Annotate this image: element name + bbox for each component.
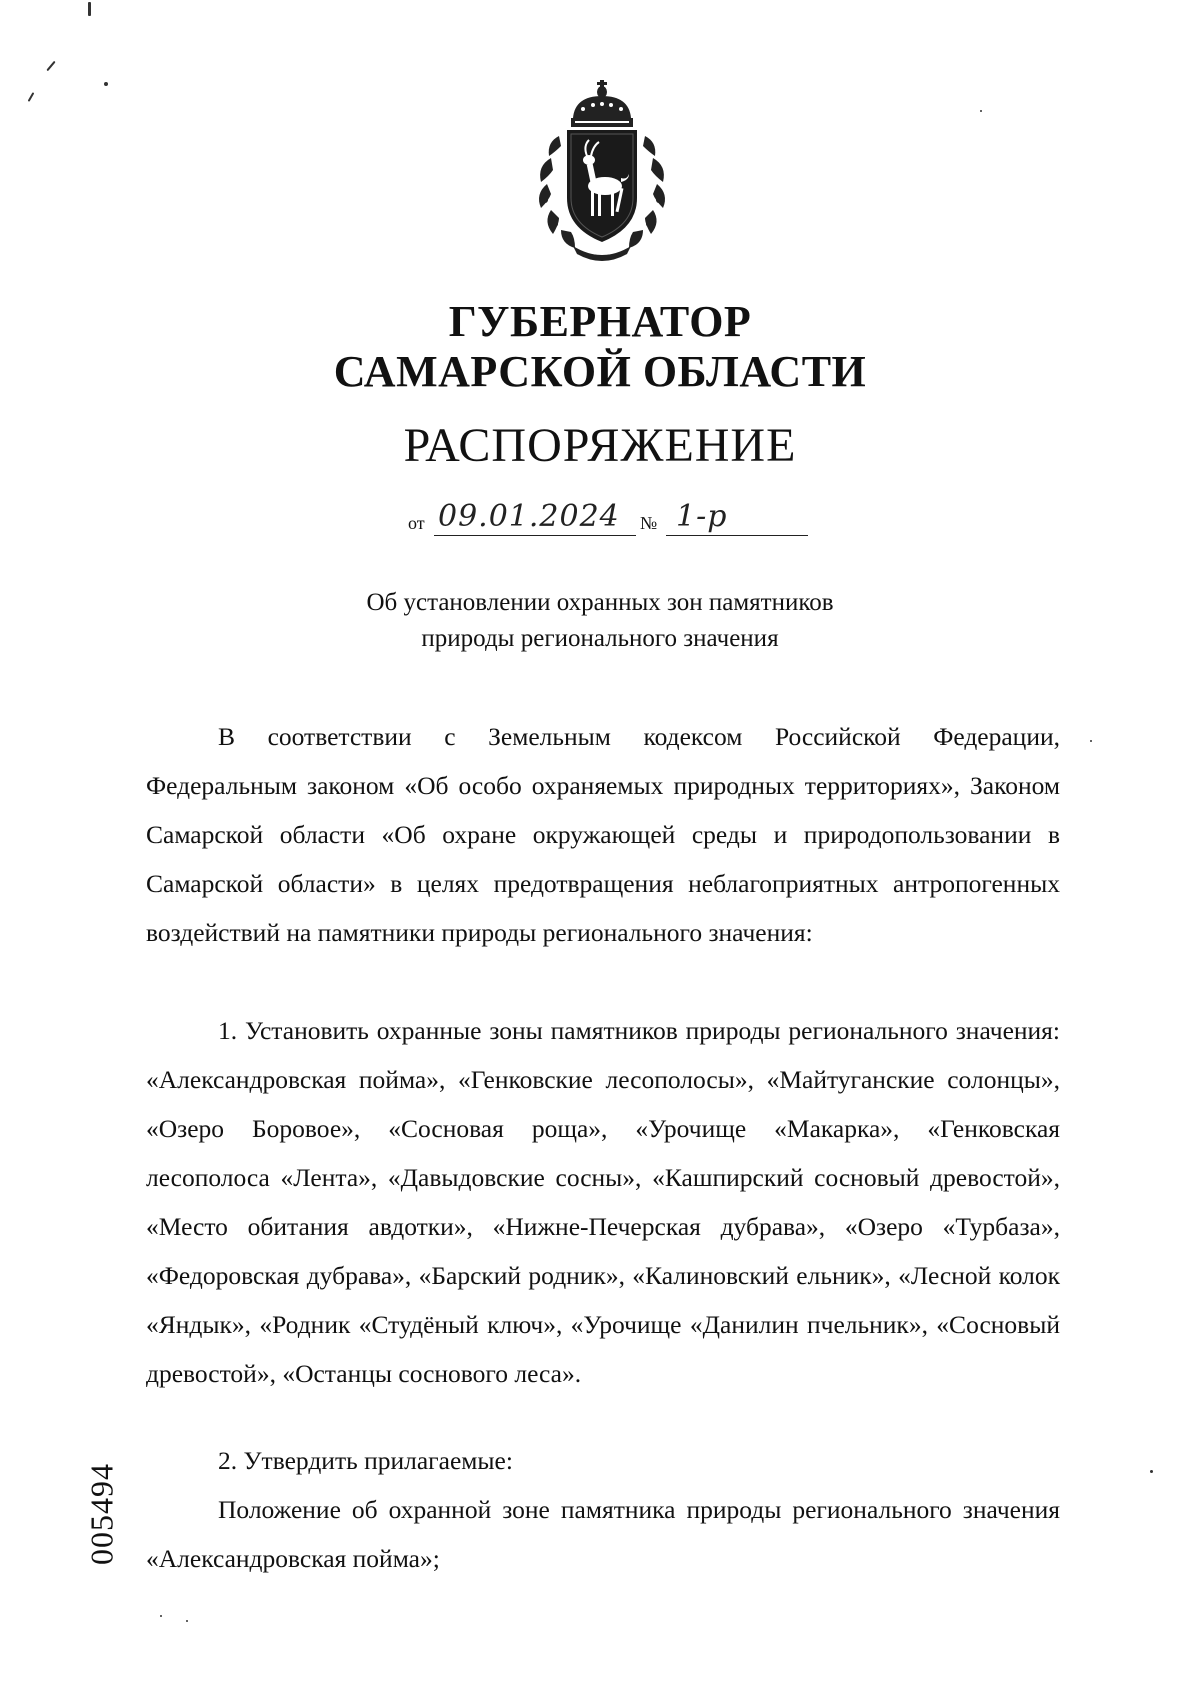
scan-artifact	[1150, 1470, 1153, 1473]
document-subject	[0, 585, 1200, 657]
subject-line1: Об установлении охранных зон памятников	[366, 589, 834, 616]
scan-artifact	[980, 110, 982, 112]
side-serial-number	[72, 1424, 132, 1604]
serial-number-text: 005494	[83, 1463, 120, 1565]
scan-artifact	[104, 82, 108, 86]
item2-text: 2. Утвердить прилагаемые:	[218, 1446, 513, 1475]
item2-paragraph	[146, 1436, 1060, 1485]
date-underline	[434, 535, 636, 537]
date-value: 09.01.2024	[438, 499, 620, 534]
scan-artifact	[1090, 740, 1092, 742]
item2-1-paragraph	[146, 1485, 1060, 1583]
scan-artifact	[186, 1620, 188, 1622]
item1-text: 1. Установить охранные зоны памятников природы регионального значения: «Александровская пойма», «Генковские лесополосы», «Майтуганские солонцы», «Озеро Боровое», «Сосновая роща», «Урочище «Макарка», «Генковская лесополоса «Лента», «Давыдовские сосны», «Кашпирский сосновый древостой», «Место обитания авдотки», «Нижне-Печерская дубрава», «Озеро «Турбаза», «Федоровская дубрава», «Барский родник», «Калиновский ельник», «Лесной колок «Яндык», «Родник «Студёный ключ», «Урочище «Данилин пчельник», «Сосновый древостой», «Останцы соснового леса».	[146, 1016, 1060, 1388]
scan-artifact	[160, 1615, 162, 1617]
samara-coat-of-arms-icon	[523, 78, 681, 264]
date-label: от	[408, 513, 425, 533]
item2-1-text: Положение об охранной зоне памятника природы регионального значения «Александровская пойма»;	[146, 1495, 1060, 1573]
scan-artifact	[28, 92, 35, 102]
number-label: №	[640, 513, 658, 533]
subject-line2: природы регионального значения	[421, 625, 779, 652]
number-value: 1-р	[676, 499, 728, 534]
authority-title-line1: ГУБЕРНАТОР	[448, 297, 752, 346]
authority-title-line2: САМАРСКОЙ ОБЛАСТИ	[333, 347, 867, 396]
document-date-number	[408, 500, 808, 540]
preamble-text: В соответствии с Земельным кодексом Российской Федерации, Федеральным законом «Об особо охраняемых природных территориях», Законом Самарской области «Об охране окружающей среды и природопользовании в Самарской области» в целях предотвращения неблагоприятных антропогенных воздействий на памятники природы регионального значения:	[146, 722, 1060, 947]
document-type-title: РАСПОРЯЖЕНИЕ	[403, 419, 797, 472]
preamble-paragraph	[146, 712, 1060, 957]
number-underline	[666, 535, 808, 537]
scan-artifact	[46, 61, 55, 71]
item1-paragraph	[146, 1006, 1060, 1398]
scan-artifact	[88, 2, 91, 16]
